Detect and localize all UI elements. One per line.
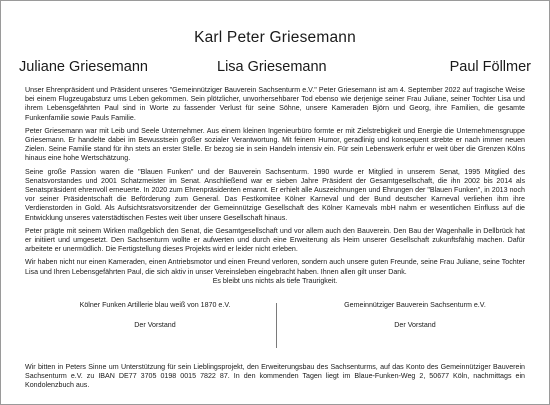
signature-block [25,301,525,349]
name-lisa: Lisa Griesemann [217,59,327,75]
paragraph-3: Seine große Passion waren die "Blauen Funken" und der Bauverein Sachsenturm. 1990 wurde er Mitglied in unserem Senat, 1995 Mitglied des Senatsvorstandes und 2001 Schatzmeister im Senat. Anschließend war er sieben Jahre Präsident der Gesamtgesellschaft, die ihn 2002 bis 2014 als Senatspräsident ehrenvoll erneuerte. In 2020 zum Ehrenpräsidenten ernannt. Er erhielt alle Auszeichnungen und Ehrungen der "Blauen Funken", in 2013 noch vor seiner Präsidentschaft die Beförderung zum General. Das Festkomitee Kölner Karneval und der Bund deutscher Karneval verliehen ihm ihre Verdienstorden in Gold. Als Aufsichtsratsvorsitzender der Gemeinnützige Gesellschaft des Kölner Karnevals mbH nahm er wesentlichen Einfluss auf die Entwicklung unseres vaterstädtischen Festes weit über unsere Gesellschaft hinaus. [25,167,525,222]
signature-divider [276,303,277,348]
signature-left-org: Kölner Funken Artillerie blau weiß von 1870 e.V. [79,301,231,309]
closing-line: Es bleibt uns nichts als tiefe Traurigkeit. [212,277,338,285]
paragraph-5: Wir haben nicht nur einen Kameraden, einen Antriebsmotor und einen Freund verloren, sondern auch unsere guten Freunde, seine Frau Juliane, seine Tochter Lisa und Ihren Lebensgefährten Paul, die sich aktiv in unser Vereinsleben eingebracht haben. Ihnen allen gilt unser Dank. [25,258,525,276]
signature-left [45,301,265,330]
name-paul: Paul Föllmer [449,59,531,75]
paragraph-1: Unser Ehrenpräsident und Präsident unseres "Gemeinnütziger Bauverein Sachsenturm e.V." Peter Griesemann ist am 4. September 2022 auf tragische Weise bei einem Flugzeugabsturz ums Leben gekommen. Sein plötzlicher, unvorhersehbarer Tod ebenso wie derjenige seiner Frau Juliane, seiner Tochter Lisa und ihrem Lebensgefährten Paul sind in Worte zu fassender Verlust für seine Söhne, unsere Kameraden Björn und Georg, ihre Familien, die gesamte Funkenfamilie sowie Pauls Familie. [25,86,525,122]
signature-right [305,301,525,330]
notice-body [25,86,525,281]
signature-right-org: Gemeinnütziger Bauverein Sachsenturm e.V. [344,301,486,309]
donation-note: Wir bitten in Peters Sinne um Unterstützung für sein Lieblingsprojekt, den Erweiterungsbau des Sachsenturms, auf das Konto des Gemeinnütziger Bauverein Sachsenturm e.V. zu IBAN DE77 3705 0198 0015 7822 87. In den kommenden Tagen liegt im Blaue-Funken-Weg 2, 50677 Köln, nachmittags ein Kondolenzbuch aus. [25,363,525,390]
signature-left-role: Der Vorstand [134,321,176,329]
additional-names-row [19,59,531,77]
paragraph-2: Peter Griesemann war mit Leib und Seele Unternehmer. Aus einem kleinen Ingenieurbüro formte er mit Zielstrebigkeit und Energie die Unternehmensgruppe Griesemann. Er handelte dabei im Bewusstsein großer sozialer Verantwortung. Mit feinem Humor, geradlinig und konsequent strebte er nach immer neuen Zielen. Seine Familie stand für ihn stets an erster Stelle. Er bezog sie in sein Handeln intensiv ein. Für sein Lebenswerk erfuhr er weit über die Grenzen Kölns hinaus eine hohe Wertschätzung. [25,126,525,163]
deceased-name: Karl Peter Griesemann [194,29,356,46]
signature-right-role: Der Vorstand [394,321,436,329]
paragraph-4: Peter prägte mit seinem Wirken maßgeblich den Senat, die Gesamtgesellschaft und vor allem auch den Bauverein. Den Bau der Wagenhalle in Dellbrück hat er initiiert und umgesetzt. Den Sachsenturm wollte er aufwerten und durch eine Erweiterung als Heim unserer Gesellschaft zukunftsfähig machen. Dafür arbeitete er unermüdlich. Die Fertigstellung dieses Projekts wird er leider nicht erleben. [25,226,525,254]
name-juliane: Juliane Griesemann [19,59,148,75]
